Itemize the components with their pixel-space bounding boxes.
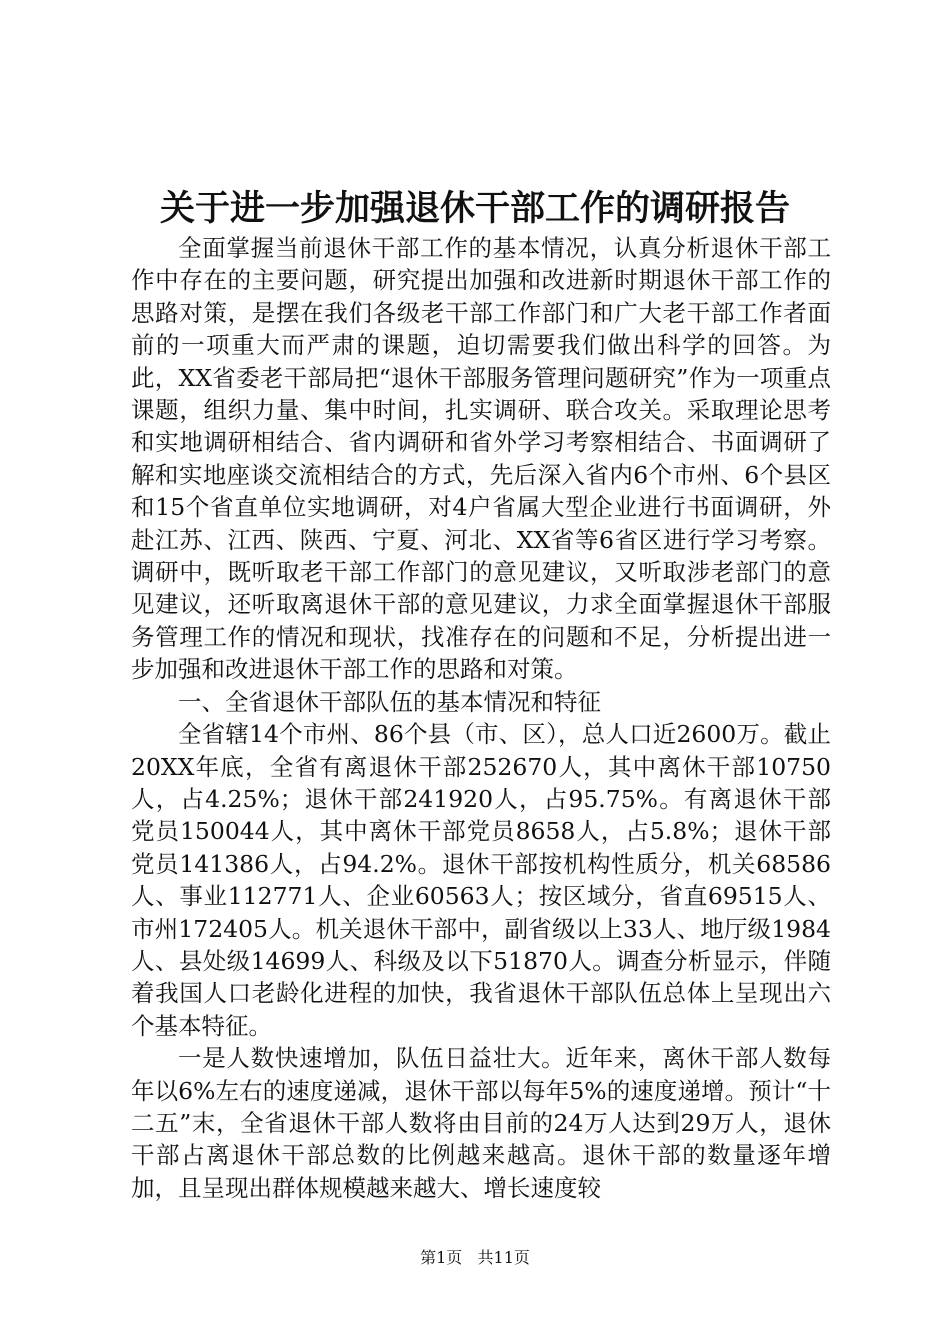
page-separator <box>467 1248 472 1267</box>
document-body <box>131 232 831 1204</box>
page-footer <box>0 1247 950 1269</box>
paragraph-statistics: 全省辖14个市州、86个县（市、区），总人口近2600万。截止20XX年底，全省有离退休干部252670人，其中离休干部10750人，占4.25%；退休干部241920人，占95.75%。有离退休干部党员150044人，其中离休干部党员8658人，占5.8%；退休干部党员141386人，占94.2%。退休干部按机构性质分，机关68586人、事业112771人、企业60563人；按区域分，省直69515人、市州172405人。机关退休干部中，副省级以上33人、地厅级1984人、县处级14699人、科级及以下51870人。调查分析显示，伴随着我国人口老龄化进程的加快，我省退休干部队伍总体上呈现出六个基本特征。 <box>131 720 831 1040</box>
page-number: 第1页 <box>420 1248 463 1267</box>
document-title: 关于进一步加强退休干部工作的调研报告 <box>159 188 790 229</box>
section-heading: 一、全省退休干部队伍的基本情况和特征 <box>178 687 601 716</box>
page-total: 共11页 <box>477 1248 530 1267</box>
paragraph-feature-one: 一是人数快速增加，队伍日益壮大。近年来，离休干部人数每年以6%左右的速度递减，退休干部以每年5%的速度递增。预计“十二五”末，全省退休干部人数将由目前的24万人达到29万人，退休干部占离退休干部总数的比例越来越高。退休干部的数量逐年增加，且呈现出群体规模越来越大、增长速度较 <box>131 1044 831 1202</box>
paragraph-intro: 全面掌握当前退休干部工作的基本情况，认真分析退休干部工作中存在的主要问题，研究提出加强和改进新时期退休干部工作的思路对策，是摆在我们各级老干部工作部门和广大老干部工作者面前的一项重大而严肃的课题，迫切需要我们做出科学的回答。为此，XX省委老干部局把“退休干部服务管理问题研究”作为一项重点课题，组织力量、集中时间，扎实调研、联合攻关。采取理论思考和实地调研相结合、省内调研和省外学习考察相结合、书面调研了解和实地座谈交流相结合的方式，先后深入省内6个市州、6个县区和15个省直单位实地调研，对4户省属大型企业进行书面调研，外赴江苏、江西、陕西、宁夏、河北、XX省等6省区进行学习考察。调研中，既听取老干部工作部门的意见建议，又听取涉老部门的意见建议，还听取离退休干部的意见建议，力求全面掌握退休干部服务管理工作的情况和现状，找准存在的问题和不足，分析提出进一步加强和改进退休干部工作的思路和对策。 <box>131 234 831 684</box>
